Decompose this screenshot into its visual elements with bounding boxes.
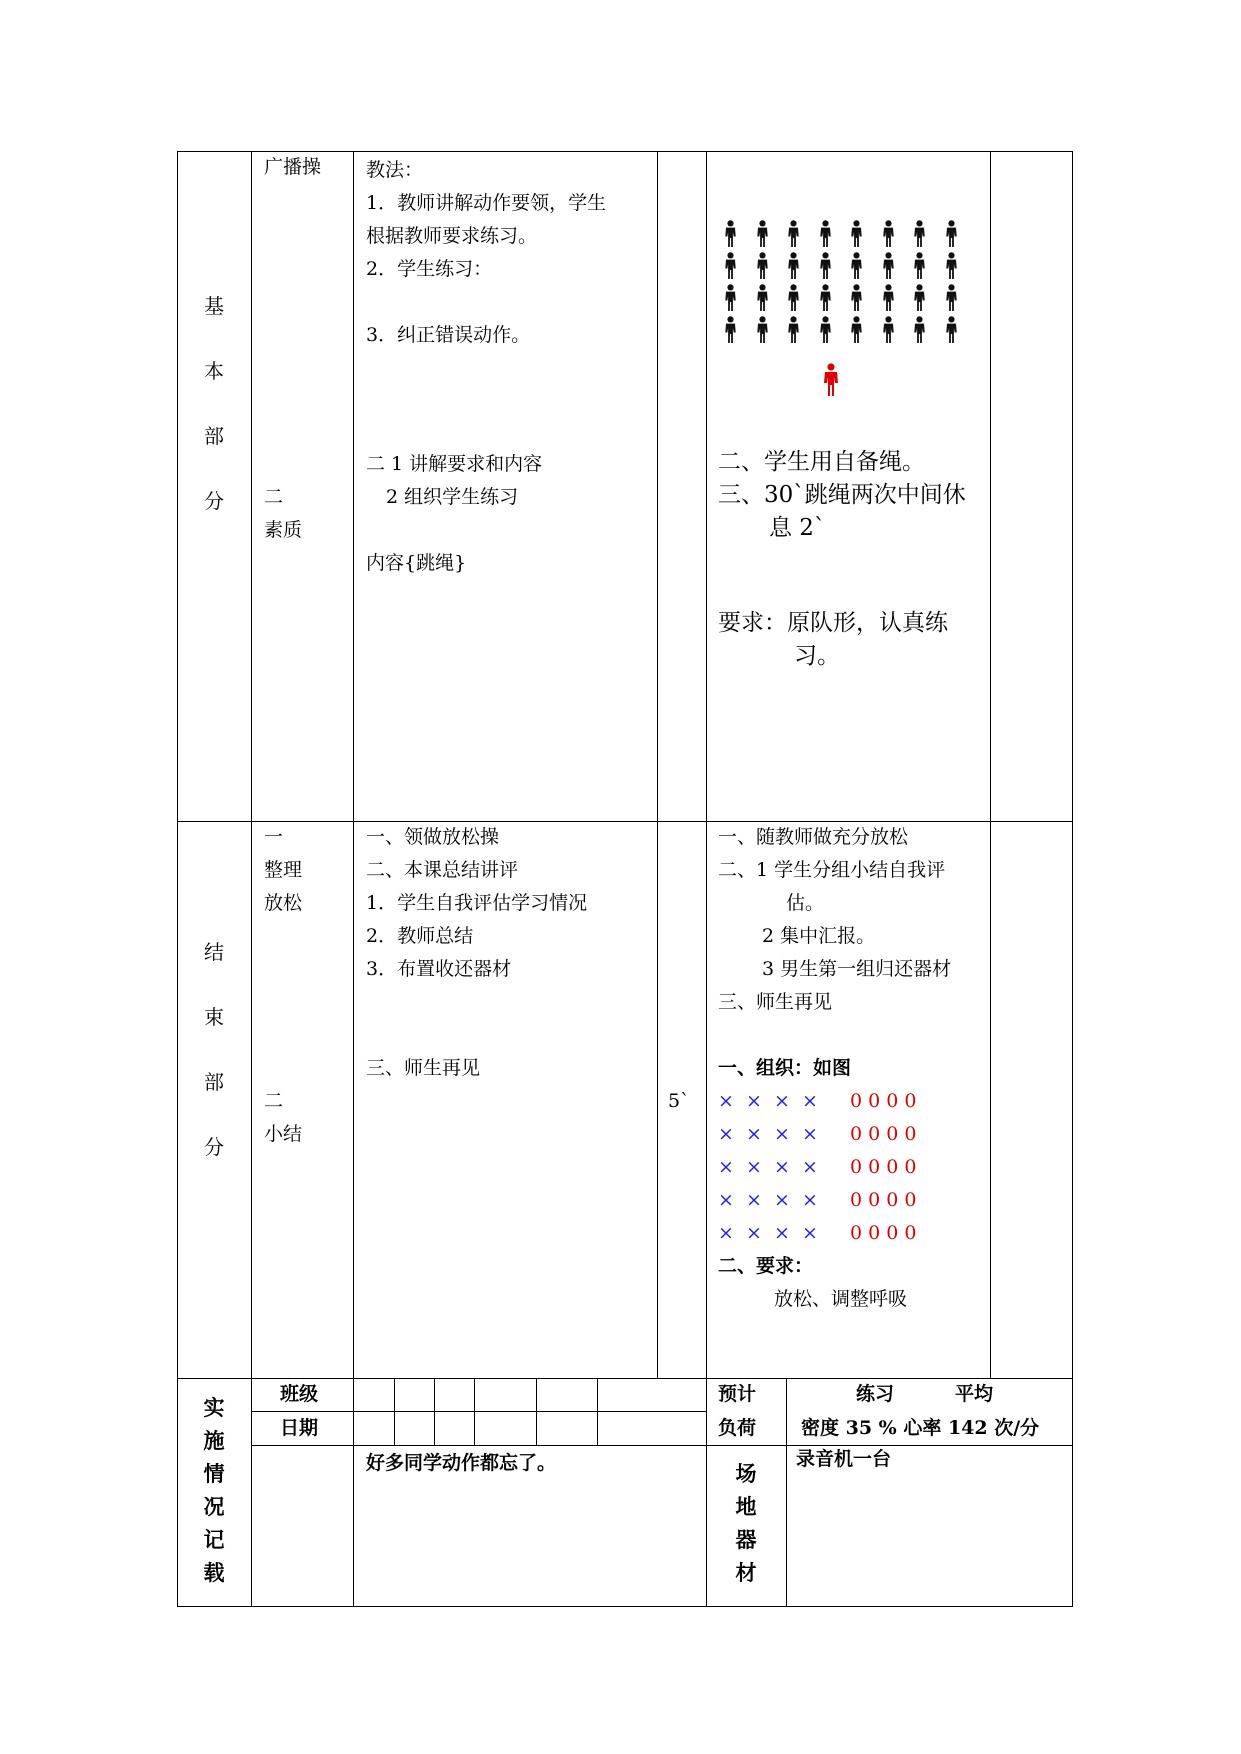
student-icon <box>815 220 836 248</box>
student-icon <box>846 220 867 248</box>
student-icon <box>815 284 836 312</box>
venue-equipment-label <box>726 1458 766 1590</box>
end-org-2-cont: 估。 <box>786 892 825 914</box>
content-line-1: 二 1 讲解要求和内容 <box>366 453 543 475</box>
label-char: 记 <box>203 1527 225 1552</box>
teacher-figure-icon <box>823 363 839 397</box>
table-border-right <box>1072 151 1073 1607</box>
student-icon <box>909 252 930 280</box>
label-char: 载 <box>203 1560 225 1585</box>
formation-cross-row: × × × × <box>718 1222 818 1244</box>
row-divider-note <box>251 1445 1073 1446</box>
date-label: 日期 <box>280 1417 319 1439</box>
end-section-label <box>194 936 234 1196</box>
formation-cross-row: × × × × <box>718 1123 818 1145</box>
label-char: 分 <box>204 489 224 513</box>
basic-section-label <box>194 290 234 550</box>
col-divider-6 <box>786 1378 787 1607</box>
end-org-title: 一、组织：如图 <box>718 1057 852 1079</box>
class-cell-divider <box>597 1378 598 1445</box>
footer-section-label <box>194 1392 234 1590</box>
end-content-1: 一、领做放松操 <box>366 826 500 848</box>
equipment-text: 录音机一台 <box>796 1448 892 1470</box>
student-icon <box>752 316 773 344</box>
label-char: 况 <box>203 1494 225 1519</box>
student-row <box>720 252 962 280</box>
student-icon <box>941 284 962 312</box>
formation-zero-row: 0 0 0 0 <box>850 1222 917 1244</box>
label-char: 材 <box>735 1560 757 1585</box>
label-char: 分 <box>204 1135 224 1159</box>
formation-cross-row: × × × × <box>718 1090 818 1112</box>
student-icon <box>941 220 962 248</box>
label-char: 施 <box>203 1428 225 1453</box>
student-icon <box>783 220 804 248</box>
method-title: 教法： <box>366 159 424 181</box>
end-org-5: 三、师生再见 <box>718 991 833 1013</box>
class-cell-divider <box>394 1378 395 1445</box>
formation-zero-row: 0 0 0 0 <box>850 1123 917 1145</box>
col-divider-5 <box>990 151 991 1379</box>
student-row <box>720 220 962 248</box>
student-icon <box>720 220 741 248</box>
student-row <box>720 284 962 312</box>
student-icon <box>783 252 804 280</box>
content-line-3: 内容{跳绳} <box>366 552 467 574</box>
method-step-2: 2．学生练习： <box>366 258 493 280</box>
class-cell-divider <box>434 1378 435 1445</box>
end-content-4: 2．教师总结 <box>366 925 474 947</box>
student-icon <box>720 252 741 280</box>
org-line-2-cont: 息 2` <box>769 515 826 541</box>
student-icon <box>941 316 962 344</box>
content-line-2: 2 组织学生练习 <box>386 486 519 508</box>
load-label-cont: 负荷 <box>718 1417 757 1439</box>
implementation-note: 好多同学动作都忘了。 <box>366 1452 557 1474</box>
student-icon <box>783 284 804 312</box>
practice-label: 练习 <box>856 1383 895 1405</box>
average-label: 平均 <box>955 1383 994 1405</box>
student-icon <box>815 252 836 280</box>
row-divider-end <box>177 821 1073 822</box>
item-broadcast-exercise: 广播操 <box>264 156 322 178</box>
end-content-5: 3．布置收还器材 <box>366 958 512 980</box>
method-step-3: 3．纠正错误动作。 <box>366 324 531 346</box>
method-step-1-cont: 根据教师要求练习。 <box>366 225 538 247</box>
student-icon <box>878 284 899 312</box>
col-divider-3 <box>657 151 658 1379</box>
item-2-number: 二 <box>264 486 284 508</box>
student-icon <box>846 252 867 280</box>
label-char: 器 <box>735 1527 757 1552</box>
formation-cross-row: × × × × <box>718 1189 818 1211</box>
end-item-1-number: 一 <box>264 826 284 848</box>
student-icon <box>909 220 930 248</box>
end-org-3: 2 集中汇报。 <box>762 925 876 947</box>
col-divider-2 <box>353 151 354 1607</box>
end-content-6: 三、师生再见 <box>366 1057 481 1079</box>
label-char: 部 <box>204 424 224 448</box>
label-char: 情 <box>203 1461 225 1486</box>
student-row <box>720 316 962 344</box>
formation-zero-row: 0 0 0 0 <box>850 1090 917 1112</box>
label-char: 场 <box>735 1461 757 1486</box>
student-icon <box>846 316 867 344</box>
row-divider-class-date <box>251 1411 706 1412</box>
requirement-line: 要求：原队形，认真练 <box>718 610 948 636</box>
student-icon <box>878 316 899 344</box>
end-org-1: 一、随教师做充分放松 <box>718 826 909 848</box>
formation-cross-row: × × × × <box>718 1156 818 1178</box>
student-icon <box>909 284 930 312</box>
label-char: 地 <box>735 1494 757 1519</box>
student-icon <box>909 316 930 344</box>
end-org-4: 3 男生第一组归还器材 <box>762 958 952 980</box>
item-2-label: 素质 <box>264 519 303 541</box>
end-content-2: 二、本课总结讲评 <box>366 859 519 881</box>
student-icon <box>752 284 773 312</box>
label-char: 结 <box>204 940 224 964</box>
org-line-2: 三、30`跳绳两次中间休 <box>718 482 966 508</box>
density-heart-rate: 密度 35 % 心率 142 次/分 <box>801 1417 1040 1439</box>
student-icon <box>720 316 741 344</box>
table-border-left <box>177 151 178 1607</box>
label-char: 基 <box>204 294 224 318</box>
requirement-line-cont: 习。 <box>794 643 840 669</box>
label-char: 部 <box>204 1070 224 1094</box>
class-cell-divider <box>474 1378 475 1445</box>
student-icon <box>752 220 773 248</box>
end-content-3: 1．学生自我评估学习情况 <box>366 892 588 914</box>
student-icon <box>878 220 899 248</box>
end-req-text: 放松、调整呼吸 <box>774 1288 908 1310</box>
table-border-bottom <box>177 1606 1073 1607</box>
end-item-1-b: 放松 <box>264 892 303 914</box>
org-line-1: 二、学生用自备绳。 <box>718 449 925 475</box>
end-req-title: 二、要求： <box>718 1255 814 1277</box>
formation-zero-row: 0 0 0 0 <box>850 1189 917 1211</box>
formation-zero-row: 0 0 0 0 <box>850 1156 917 1178</box>
method-step-1: 1．教师讲解动作要领，学生 <box>366 192 607 214</box>
student-icon <box>941 252 962 280</box>
end-org-2: 二、1 学生分组小结自我评 <box>718 859 946 881</box>
label-char: 本 <box>204 359 224 383</box>
end-time: 5` <box>668 1090 690 1112</box>
student-icon <box>878 252 899 280</box>
end-item-1-a: 整理 <box>264 859 303 881</box>
col-divider-4 <box>706 151 707 1607</box>
label-char: 束 <box>204 1005 224 1029</box>
class-cell-divider <box>536 1378 537 1445</box>
end-item-2-number: 二 <box>264 1090 284 1112</box>
student-icon <box>752 252 773 280</box>
end-item-2-label: 小结 <box>264 1123 303 1145</box>
col-divider-1 <box>251 151 252 1607</box>
student-icon <box>720 284 741 312</box>
load-label: 预计 <box>718 1383 757 1405</box>
student-icon <box>815 316 836 344</box>
student-icon <box>783 316 804 344</box>
class-label: 班级 <box>280 1383 319 1405</box>
label-char: 实 <box>203 1395 225 1420</box>
student-icon <box>846 284 867 312</box>
